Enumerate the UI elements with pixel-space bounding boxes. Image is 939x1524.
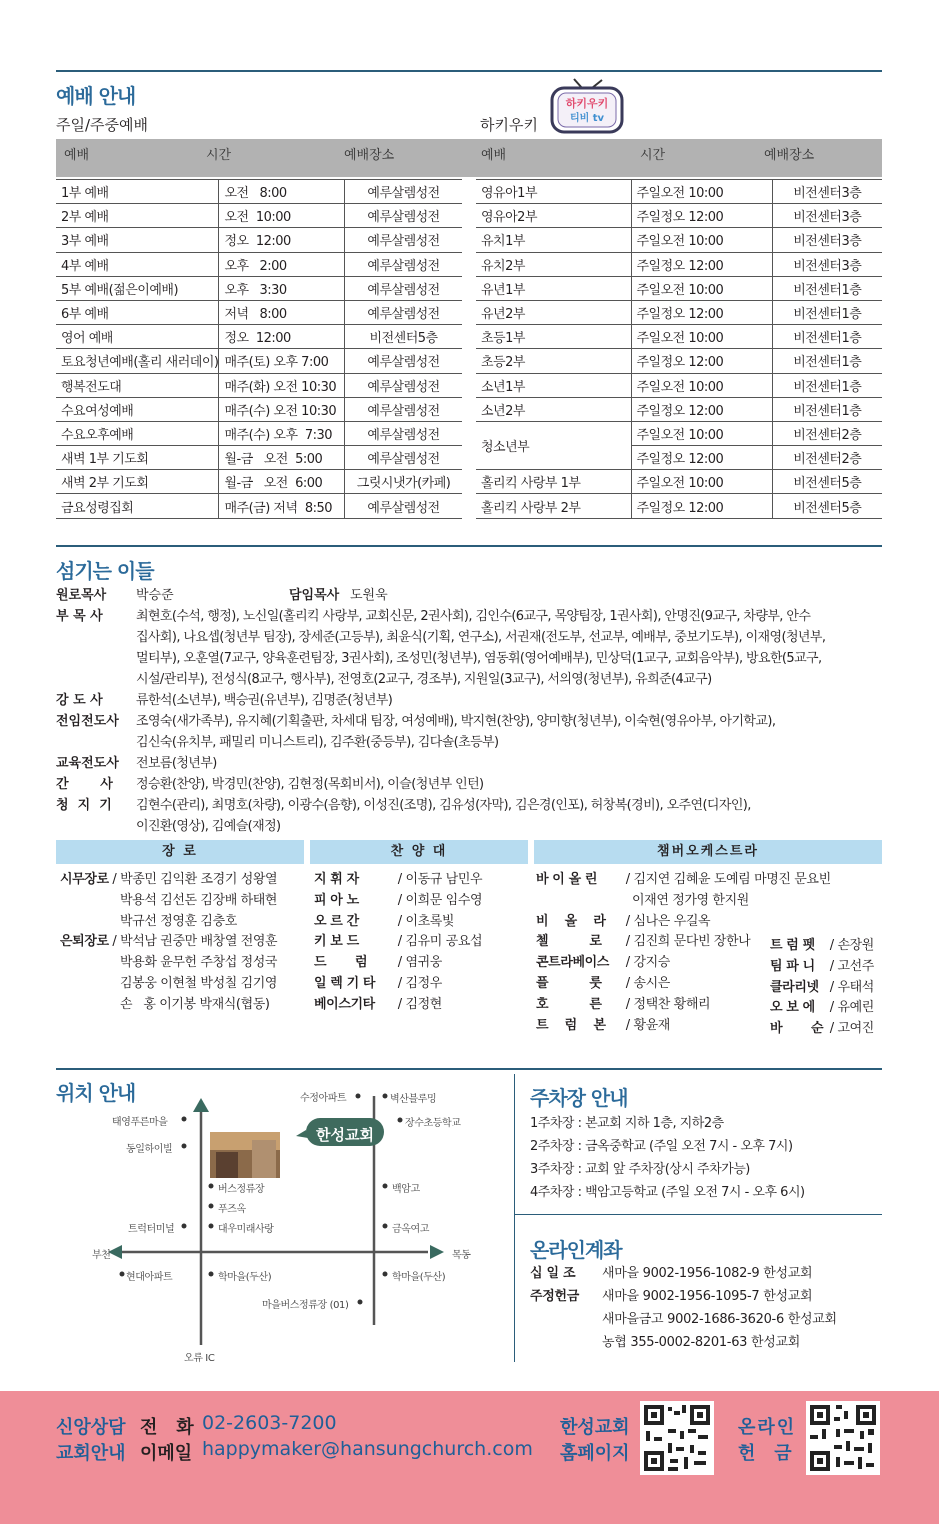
parking-line-2: 2주차장 : 금옥중학교 (주일 오전 7시 - 오후 7시) bbox=[530, 1139, 793, 1154]
adult-time: 오후 2:00 bbox=[219, 252, 345, 276]
kids-time: 주일오전 10:00 bbox=[631, 325, 772, 349]
choir-line bbox=[314, 953, 532, 974]
worship-table-header bbox=[56, 139, 882, 177]
kids-place: 비전센터1층 bbox=[772, 276, 882, 300]
kids-row bbox=[476, 397, 882, 421]
kids-row bbox=[476, 228, 882, 252]
choir-names: 이초록빛 bbox=[405, 913, 455, 929]
kids-time: 주일정오 12:00 bbox=[631, 300, 772, 324]
online-title: 온라인계좌 bbox=[530, 1238, 622, 1262]
orch-line bbox=[536, 912, 776, 933]
adult-place: 예루살렘성전 bbox=[345, 421, 462, 445]
kids-time: 주일정오 12:00 bbox=[631, 397, 772, 421]
adult-name: 행복전도대 bbox=[56, 373, 219, 397]
kids-name: 청소년부 bbox=[476, 421, 631, 469]
evangelist-line-2: 김신숙(유치부, 패밀리 미니스트리), 김주환(중등부), 김다솔(초등부) bbox=[136, 735, 499, 750]
adult-row bbox=[56, 373, 462, 397]
pastor-line: 류한석(소년부), 백승권(유년부), 김명준(청년부) bbox=[136, 693, 393, 708]
evangelist-line-1: 조영숙(새가족부), 유지혜(기획출판, 차세대 팀장, 여성예배), 박지현(찬양), 양미향(청년부), 이숙현(영유아부, 아기학교), bbox=[136, 714, 776, 729]
staff-rule bbox=[56, 545, 882, 547]
footer-online-1: 온라인 bbox=[738, 1417, 797, 1438]
map-hakmaeul-1: 학마을(두산) bbox=[218, 1272, 272, 1283]
col-head-place: 예배장소 bbox=[344, 148, 395, 163]
map-mokdong: 목동 bbox=[452, 1250, 471, 1261]
kids-name: 유치2부 bbox=[476, 252, 631, 276]
church-bubble-label: 한성교회 bbox=[316, 1126, 374, 1144]
orch-line bbox=[536, 932, 776, 953]
elder-line bbox=[60, 912, 308, 933]
kids-time: 주일오전 10:00 bbox=[631, 470, 772, 494]
choir-line bbox=[314, 974, 532, 995]
orch-role: 비 올 라 bbox=[536, 913, 606, 929]
choir-line bbox=[314, 932, 532, 953]
worship-title: 예배 안내 bbox=[56, 84, 136, 108]
kids-name: 홀리킥 사랑부 1부 bbox=[476, 470, 631, 494]
orch-line bbox=[536, 995, 776, 1016]
orchr-separator: / bbox=[826, 938, 838, 953]
elders-list bbox=[60, 870, 308, 1016]
parking-title: 주차장 안내 bbox=[530, 1086, 628, 1110]
footer-bar bbox=[0, 1391, 939, 1524]
kids-time: 주일정오 12:00 bbox=[631, 204, 772, 228]
adult-time: 매주(토) 오후 7:00 bbox=[219, 349, 345, 373]
orch-names: 김지연 김혜윤 도예림 마명진 문요빈 bbox=[633, 872, 831, 887]
col-head-place-kids: 예배장소 bbox=[764, 148, 815, 163]
choir-role: 피 아 노 bbox=[314, 892, 359, 908]
edu-role: 교육전도사 bbox=[56, 756, 119, 771]
elder-names: 김봉웅 이현철 박성칠 김기영 bbox=[120, 975, 278, 991]
choir-separator: / bbox=[394, 872, 406, 887]
orch-role: 바 이 올 린 bbox=[536, 872, 598, 887]
kids-place: 비전센터2층 bbox=[772, 421, 882, 445]
map-oryu: 오류 IC bbox=[184, 1353, 215, 1364]
assoc-line-3: 멀티부), 오훈열(7교구, 양육훈련팀장, 3권사회), 조성민(청년부), 염동휘(영어예배부), 민상덕(1교구, 교회음악부), 방요한(5교구, bbox=[136, 651, 822, 666]
elder-names: 박종민 김익환 조경기 성왕열 bbox=[120, 872, 278, 887]
adult-place: 예루살렘성전 bbox=[345, 494, 462, 518]
choir-list bbox=[314, 870, 532, 1016]
kids-place: 비전센터3층 bbox=[772, 228, 882, 252]
kids-time: 주일오전 10:00 bbox=[631, 373, 772, 397]
choir-separator: / bbox=[394, 934, 406, 950]
offering-qr-code[interactable] bbox=[806, 1401, 880, 1475]
kids-place: 비전센터1층 bbox=[772, 397, 882, 421]
adult-row bbox=[56, 470, 462, 494]
elder-line bbox=[60, 974, 308, 995]
col-head-worship-kids: 예배 bbox=[481, 148, 507, 163]
footer-homepage-2: 홈페이지 bbox=[560, 1443, 630, 1464]
kids-row bbox=[476, 204, 882, 228]
adult-row bbox=[56, 446, 462, 470]
orch-names: 강지승 bbox=[633, 955, 670, 971]
edu-line: 전보름(청년부) bbox=[136, 756, 217, 771]
kids-row bbox=[476, 300, 882, 324]
orch-names: 황윤재 bbox=[633, 1017, 670, 1033]
adult-time: 월-금 오전 6:00 bbox=[219, 470, 345, 494]
elder-line bbox=[60, 953, 308, 974]
adult-name: 토요청년예배(홀리 새러데이) bbox=[56, 349, 219, 373]
orchr-role: 클라리넷 bbox=[770, 979, 819, 995]
choir-header: 찬 양 대 bbox=[310, 840, 528, 864]
orchestra-header: 챔버오케스트라 bbox=[534, 840, 882, 864]
kids-name: 초등1부 bbox=[476, 325, 631, 349]
adult-name: 1부 예배 bbox=[56, 180, 219, 204]
adult-place: 예루살렘성전 bbox=[345, 349, 462, 373]
map-gumok: 금옥여고 bbox=[392, 1224, 430, 1235]
elder-separator: / bbox=[108, 872, 121, 887]
kids-row bbox=[476, 276, 882, 300]
adult-row bbox=[56, 325, 462, 349]
footer-online-2: 헌 금 bbox=[738, 1443, 792, 1464]
kansa-role: 간 사 bbox=[56, 777, 113, 792]
choir-names: 김유미 공요섭 bbox=[405, 934, 483, 950]
orch-role: 첼 로 bbox=[536, 934, 602, 950]
orchr-line bbox=[770, 936, 884, 957]
map-daewoo: 대우미래사랑 bbox=[218, 1224, 274, 1235]
kids-name: 초등2부 bbox=[476, 349, 631, 373]
kids-time: 주일오전 10:00 bbox=[631, 421, 772, 445]
adult-time: 정오 12:00 bbox=[219, 228, 345, 252]
choir-names: 김정우 bbox=[405, 975, 442, 991]
adult-name: 6부 예배 bbox=[56, 300, 219, 324]
orch-names: 김진희 문다빈 장한나 bbox=[633, 934, 751, 950]
choir-names: 김정현 bbox=[405, 996, 442, 1012]
adult-name: 수요오후예배 bbox=[56, 421, 219, 445]
adult-row bbox=[56, 252, 462, 276]
map-dongil: 동일하이빌 bbox=[126, 1144, 173, 1155]
kansa-line: 정승환(찬양), 박경민(찬양), 김현정(목회비서), 이슬(청년부 인턴) bbox=[136, 777, 484, 792]
choir-role: 오 르 간 bbox=[314, 913, 359, 929]
adult-time: 매주(수) 오전 10:30 bbox=[219, 397, 345, 421]
kids-name: 유년1부 bbox=[476, 276, 631, 300]
choir-role: 일 렉 기 타 bbox=[314, 975, 376, 991]
choir-line bbox=[314, 891, 532, 912]
orch-names: 이재연 정가영 한지원 bbox=[632, 892, 749, 908]
choir-separator: / bbox=[394, 913, 406, 929]
steward-role: 청 지 기 bbox=[56, 798, 112, 813]
kids-place: 비전센터1층 bbox=[772, 373, 882, 397]
kids-name: 홀리킥 사랑부 2부 bbox=[476, 494, 631, 518]
kids-place: 비전센터3층 bbox=[772, 204, 882, 228]
orch-separator: / bbox=[622, 975, 634, 991]
footer-counsel: 신앙상담 bbox=[56, 1417, 126, 1438]
adult-time: 오후 3:30 bbox=[219, 276, 345, 300]
orch-separator: / bbox=[622, 955, 634, 971]
adult-row bbox=[56, 349, 462, 373]
orch-role: 콘트라베이스 bbox=[536, 955, 609, 971]
orchr-role: 트 럼 펫 bbox=[770, 938, 815, 953]
orch-role: 플 룻 bbox=[536, 975, 602, 991]
emeritus-name: 박승준 bbox=[136, 588, 174, 603]
location-rule bbox=[56, 1068, 882, 1070]
choir-role: 드 럼 bbox=[314, 955, 368, 971]
choir-separator: / bbox=[394, 975, 406, 991]
choir-names: 이동규 남민우 bbox=[405, 872, 483, 887]
worship-subtitle-kids: 하키우키 bbox=[480, 116, 538, 134]
map-hakmaeul-2: 학마을(두산) bbox=[392, 1272, 446, 1283]
orchr-separator: / bbox=[826, 1000, 838, 1016]
kids-row bbox=[476, 252, 882, 276]
elder-names: 손 홍 이기봉 박재식(협동) bbox=[120, 996, 270, 1012]
map-maeulbus: 마을버스정류장 (01) bbox=[262, 1300, 349, 1311]
elder-names: 박용화 윤무헌 주창섭 정성국 bbox=[120, 955, 278, 971]
orchr-names: 우태석 bbox=[837, 979, 874, 995]
map-puok: 푸즈옥 bbox=[218, 1204, 246, 1215]
footer-phone-label: 전 화 bbox=[140, 1417, 194, 1438]
assoc-line-2: 집사회), 나요셉(청년부 팀장), 장세준(고등부), 최윤식(기획, 연구소), 서권재(전도부, 선교부, 예배부, 중보기도부), 이재영(청년부, bbox=[136, 630, 826, 645]
orchestra-list-right bbox=[770, 936, 884, 1040]
adult-name: 2부 예배 bbox=[56, 204, 219, 228]
choir-line bbox=[314, 912, 532, 933]
elder-line bbox=[60, 995, 308, 1016]
orchr-separator: / bbox=[826, 958, 838, 974]
adult-place: 예루살렘성전 bbox=[345, 252, 462, 276]
kids-place: 비전센터1층 bbox=[772, 300, 882, 324]
orch-names: 정택찬 황해리 bbox=[633, 996, 711, 1012]
map-bucheon: 부천 bbox=[92, 1250, 111, 1261]
orchr-role: 오 보 에 bbox=[770, 1000, 815, 1016]
kids-time: 주일오전 10:00 bbox=[631, 276, 772, 300]
footer-email-label: 이메일 bbox=[140, 1443, 193, 1464]
orch-separator: / bbox=[622, 934, 634, 950]
kids-name: 영유아1부 bbox=[476, 180, 631, 204]
weekly-label: 주정헌금 bbox=[530, 1289, 580, 1304]
pastor-role: 강 도 사 bbox=[56, 693, 103, 708]
orchr-names: 유예린 bbox=[837, 1000, 874, 1016]
assoc-line-4: 시설/관리부), 전성식(8교구, 행사부), 전영호(2교구, 경조부), 지원일(3교구), 서의영(청년부), 유희준(4교구) bbox=[136, 672, 712, 687]
elder-line bbox=[60, 870, 308, 891]
map-jangsu: 장수초등학교 bbox=[405, 1118, 461, 1129]
choir-separator: / bbox=[394, 955, 406, 971]
choir-separator: / bbox=[394, 892, 406, 908]
senior-name: 도원욱 bbox=[350, 588, 388, 603]
adult-time: 매주(화) 오전 10:30 bbox=[219, 373, 345, 397]
kids-place: 비전센터1층 bbox=[772, 325, 882, 349]
elder-line bbox=[60, 891, 308, 912]
kids-name: 영유아2부 bbox=[476, 204, 631, 228]
homepage-qr-code[interactable] bbox=[640, 1401, 714, 1475]
orchr-separator: / bbox=[826, 979, 838, 995]
choir-line bbox=[314, 995, 532, 1016]
parking-divider bbox=[514, 1214, 882, 1215]
kids-time: 주일정오 12:00 bbox=[631, 446, 772, 470]
adult-time: 매주(수) 오후 7:30 bbox=[219, 421, 345, 445]
adult-row bbox=[56, 180, 462, 204]
kids-name: 소년1부 bbox=[476, 373, 631, 397]
adult-name: 수요여성예배 bbox=[56, 397, 219, 421]
adult-place: 예루살렘성전 bbox=[345, 300, 462, 324]
col-head-worship: 예배 bbox=[64, 148, 90, 163]
orchr-line bbox=[770, 957, 884, 978]
parking-line-1: 1주차장 : 본교회 지하 1층, 지하2층 bbox=[530, 1116, 724, 1131]
weekly-account-1: 새마을 9002-1956-1095-7 한성교회 bbox=[602, 1289, 813, 1304]
adult-row bbox=[56, 494, 462, 518]
orch-line bbox=[536, 891, 776, 912]
orchr-role: 팀 파 니 bbox=[770, 958, 815, 974]
map-baeksan: 벽산블루밍 bbox=[390, 1094, 437, 1105]
worship-subtitle-adult: 주일/주중예배 bbox=[56, 116, 148, 134]
orch-separator: / bbox=[622, 996, 634, 1012]
kids-time: 주일정오 12:00 bbox=[631, 252, 772, 276]
orchr-role: 바 순 bbox=[770, 1021, 824, 1037]
orchr-names: 고여진 bbox=[837, 1021, 874, 1037]
weekly-account-3: 농협 355-0002-8201-63 한성교회 bbox=[602, 1335, 801, 1350]
adult-time: 정오 12:00 bbox=[219, 325, 345, 349]
elders-header: 장 로 bbox=[56, 840, 304, 864]
choir-names: 염귀웅 bbox=[405, 955, 442, 971]
steward-line-2: 이진환(영상), 김예슬(재정) bbox=[136, 819, 281, 834]
orch-names: 심나은 우길옥 bbox=[633, 913, 711, 929]
kids-row bbox=[476, 180, 882, 204]
map-taeyoung: 태영푸른마을 bbox=[112, 1117, 168, 1128]
col-head-time-kids: 시간 bbox=[640, 148, 666, 163]
adult-place: 예루살렘성전 bbox=[345, 180, 462, 204]
assoc-line-1: 최현호(수석, 행정), 노신일(홀리킥 사랑부, 교회신문, 2권사회), 김인수(6교구, 목양팀장, 1권사회), 안명진(9교구, 차량부, 안수 bbox=[136, 609, 811, 624]
choir-separator: / bbox=[394, 996, 406, 1012]
kids-worship-table bbox=[476, 179, 882, 519]
staff-title: 섬기는 이들 bbox=[56, 559, 154, 583]
kids-row bbox=[476, 421, 882, 445]
adult-name: 새벽 2부 기도회 bbox=[56, 470, 219, 494]
map-suseong: 수정아파트 bbox=[300, 1093, 347, 1104]
map-hyundai: 현대아파트 bbox=[126, 1272, 173, 1283]
orch-separator: / bbox=[622, 913, 634, 929]
elder-names: 박석남 권중만 배창열 전영훈 bbox=[120, 934, 278, 950]
kids-row bbox=[476, 325, 882, 349]
elder-names: 박규선 정영훈 김충호 bbox=[120, 913, 237, 929]
kids-time: 주일정오 12:00 bbox=[631, 494, 772, 518]
kids-place: 비전센터5층 bbox=[772, 494, 882, 518]
orch-separator: / bbox=[622, 1017, 634, 1033]
adult-row bbox=[56, 228, 462, 252]
senior-role: 담임목사 bbox=[289, 588, 340, 603]
kids-place: 비전센터2층 bbox=[772, 446, 882, 470]
adult-time: 오전 8:00 bbox=[219, 180, 345, 204]
elder-names: 박용석 김선돈 김장배 하태현 bbox=[120, 892, 278, 908]
footer-homepage-1: 한성교회 bbox=[560, 1417, 630, 1438]
orch-separator: / bbox=[622, 872, 634, 887]
adult-name: 5부 예배(젊은이예배) bbox=[56, 276, 219, 300]
orch-line bbox=[536, 1016, 776, 1037]
choir-role: 키 보 드 bbox=[314, 934, 359, 950]
orchr-separator: / bbox=[826, 1021, 838, 1037]
svg-text:하키우키: 하키우키 bbox=[565, 97, 609, 110]
elder-separator: / bbox=[108, 934, 121, 950]
orch-line bbox=[536, 870, 831, 891]
kids-name: 유년2부 bbox=[476, 300, 631, 324]
orchr-names: 손장원 bbox=[837, 938, 874, 953]
footer-email[interactable]: happymaker@hansungchurch.com bbox=[202, 1438, 533, 1460]
orchr-names: 고선주 bbox=[837, 958, 874, 974]
orchr-line bbox=[770, 978, 884, 999]
kids-place: 비전센터5층 bbox=[772, 470, 882, 494]
adult-row bbox=[56, 276, 462, 300]
orch-line bbox=[536, 974, 776, 995]
steward-line-1: 김현수(관리), 최명호(차량), 이광수(음향), 이성진(조명), 김유성(자막), 김은경(인포), 허창복(경비), 오주연(디자인), bbox=[136, 798, 751, 813]
assoc-role: 부 목 사 bbox=[56, 609, 103, 624]
adult-row bbox=[56, 421, 462, 445]
adult-place: 예루살렘성전 bbox=[345, 276, 462, 300]
col-head-time: 시간 bbox=[206, 148, 232, 163]
elder-role: 은퇴장로 bbox=[60, 934, 109, 950]
location-title: 위치 안내 bbox=[56, 1081, 136, 1105]
map-divider bbox=[514, 1074, 515, 1362]
kids-row bbox=[476, 373, 882, 397]
orch-names: 송시은 bbox=[633, 975, 670, 991]
footer-church-info: 교회안내 bbox=[56, 1443, 126, 1464]
footer-phone: 02-2603-7200 bbox=[202, 1412, 337, 1434]
adult-name: 3부 예배 bbox=[56, 228, 219, 252]
orch-role: 호 른 bbox=[536, 996, 602, 1012]
hakiwooki-tv-logo bbox=[548, 78, 626, 136]
choir-line bbox=[314, 870, 532, 891]
kids-time: 주일오전 10:00 bbox=[631, 180, 772, 204]
map-baekam: 백암고 bbox=[392, 1184, 420, 1195]
kids-time: 주일정오 12:00 bbox=[631, 349, 772, 373]
choir-names: 이희문 임수영 bbox=[405, 892, 483, 908]
adult-place: 비전센터5층 bbox=[345, 325, 462, 349]
kids-time: 주일오전 10:00 bbox=[631, 228, 772, 252]
adult-name: 영어 예배 bbox=[56, 325, 219, 349]
adult-place: 예루살렘성전 bbox=[345, 397, 462, 421]
kids-name: 유치1부 bbox=[476, 228, 631, 252]
orch-line bbox=[536, 953, 776, 974]
parking-line-3: 3주차장 : 교회 앞 주차장(상시 주차가능) bbox=[530, 1162, 750, 1177]
adult-worship-table bbox=[56, 179, 462, 519]
adult-place: 예루살렘성전 bbox=[345, 228, 462, 252]
adult-place: 예루살렘성전 bbox=[345, 373, 462, 397]
emeritus-role: 원로목사 bbox=[56, 588, 107, 603]
map-truck: 트럭터미널 bbox=[128, 1224, 175, 1235]
kids-row bbox=[476, 494, 882, 518]
evangelist-role: 전임전도사 bbox=[56, 714, 119, 729]
choir-role: 베이스기타 bbox=[314, 996, 375, 1012]
parking-line-4: 4주차장 : 백암고등학교 (주일 오전 7시 - 오후 6시) bbox=[530, 1185, 805, 1200]
choir-role: 지 휘 자 bbox=[314, 872, 359, 887]
orchr-line bbox=[770, 998, 884, 1019]
kids-row bbox=[476, 349, 882, 373]
kids-place: 비전센터3층 bbox=[772, 252, 882, 276]
svg-text:티비 tv: 티비 tv bbox=[569, 113, 605, 124]
tithe-label: 십 일 조 bbox=[530, 1266, 576, 1281]
adult-time: 저녁 8:00 bbox=[219, 300, 345, 324]
kids-place: 비전센터3층 bbox=[772, 180, 882, 204]
adult-place: 예루살렘성전 bbox=[345, 446, 462, 470]
adult-name: 금요성령집회 bbox=[56, 494, 219, 518]
tithe-account: 새마을 9002-1956-1082-9 한성교회 bbox=[602, 1266, 813, 1281]
adult-name: 4부 예배 bbox=[56, 252, 219, 276]
adult-name: 새벽 1부 기도회 bbox=[56, 446, 219, 470]
map-busstop: 버스정류장 bbox=[218, 1184, 265, 1195]
adult-place: 그릿시냇가(카페) bbox=[345, 470, 462, 494]
kids-place: 비전센터1층 bbox=[772, 349, 882, 373]
weekly-account-2: 새마을금고 9002-1686-3620-6 한성교회 bbox=[602, 1312, 837, 1327]
adult-row bbox=[56, 397, 462, 421]
adult-time: 매주(금) 저녁 8:50 bbox=[219, 494, 345, 518]
orchr-line bbox=[770, 1019, 884, 1040]
adult-place: 예루살렘성전 bbox=[345, 204, 462, 228]
kids-name: 소년2부 bbox=[476, 397, 631, 421]
adult-row bbox=[56, 300, 462, 324]
adult-time: 월-금 오전 5:00 bbox=[219, 446, 345, 470]
orch-role: 트 럼 본 bbox=[536, 1017, 606, 1033]
top-rule bbox=[56, 70, 882, 72]
elder-line bbox=[60, 932, 308, 953]
adult-row bbox=[56, 204, 462, 228]
kids-row bbox=[476, 470, 882, 494]
adult-time: 오전 10:00 bbox=[219, 204, 345, 228]
elder-role: 시무장로 bbox=[60, 872, 109, 887]
